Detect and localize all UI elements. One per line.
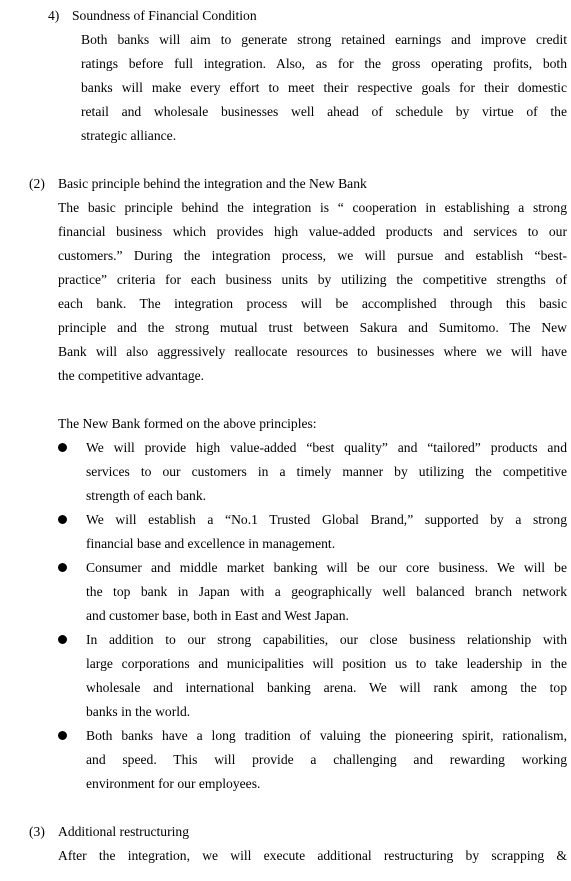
list-item-line: We will establish a “No.1 Trusted Global Brand,” supported by a strong <box>86 512 567 527</box>
bullet-icon <box>58 443 67 452</box>
bullet-icon <box>58 515 67 524</box>
paragraph-line: The basic principle behind the integration is “ cooperation in establishing a strong <box>58 200 567 215</box>
list-item-line: Both banks have a long tradition of valuing the pioneering spirit, rationalism, <box>86 728 567 743</box>
section-number: (3) <box>29 824 45 839</box>
bullet-icon <box>58 563 67 572</box>
paragraph-line: retail and wholesale businesses well ahead of schedule by virtue of the <box>81 104 567 119</box>
section-number: (2) <box>29 176 45 191</box>
paragraph-line: strategic alliance. <box>81 128 177 143</box>
section-heading: Additional restructuring <box>58 824 189 839</box>
list-item-line: In addition to our strong capabilities, our close business relationship with <box>86 632 567 647</box>
list-item-line: wholesale and international banking arena. We will rank among the top <box>86 680 567 695</box>
list-item-line: We will provide high value-added “best quality” and “tailored” products and <box>86 440 567 455</box>
paragraph-line: principle and the strong mutual trust between Sakura and Sumitomo. The New <box>58 320 567 335</box>
paragraph-line: ratings before full integration. Also, as for the gross operating profits, both <box>81 56 567 71</box>
paragraph-line: After the integration, we will execute additional restructuring by scrapping & <box>58 848 567 863</box>
paragraph-line: customers.” During the integration process, we will pursue and establish “best- <box>58 248 567 263</box>
bullet-icon <box>58 635 67 644</box>
list-item-line: and customer base, both in East and West Japan. <box>86 608 349 623</box>
section-heading: Soundness of Financial Condition <box>72 8 257 23</box>
section-number: 4) <box>48 8 60 23</box>
list-item-line: the top bank in Japan with a geographically well balanced branch network <box>86 584 567 599</box>
bullet-icon <box>58 731 67 740</box>
list-item-line: financial base and excellence in management. <box>86 536 336 551</box>
section-heading: Basic principle behind the integration and the New Bank <box>58 176 367 191</box>
list-item-line: environment for our employees. <box>86 776 261 791</box>
paragraph-line: each bank. The integration process will be accomplished through this basic <box>58 296 567 311</box>
list-item-line: large corporations and municipalities will position us to take leadership in the <box>86 656 567 671</box>
paragraph-line: financial business which provides high value-added products and services to our <box>58 224 567 239</box>
paragraph-line: the competitive advantage. <box>58 368 205 383</box>
list-intro: The New Bank formed on the above principles: <box>58 416 317 431</box>
list-item-line: banks in the world. <box>86 704 191 719</box>
list-item-line: services to our customers in a timely manner by utilizing the competitive <box>86 464 567 479</box>
paragraph-line: Bank will also aggressively reallocate resources to businesses where we will have <box>58 344 567 359</box>
paragraph-line: Both banks will aim to generate strong retained earnings and improve credit <box>81 32 567 47</box>
list-item-line: and speed. This will provide a challenging and rewarding working <box>86 752 567 767</box>
paragraph-line: practice” criteria for each business units by utilizing the competitive strengths of <box>58 272 567 287</box>
list-item-line: Consumer and middle market banking will be our core business. We will be <box>86 560 567 575</box>
list-item-line: strength of each bank. <box>86 488 207 503</box>
paragraph-line: banks will make every effort to meet their respective goals for their domestic <box>81 80 567 95</box>
